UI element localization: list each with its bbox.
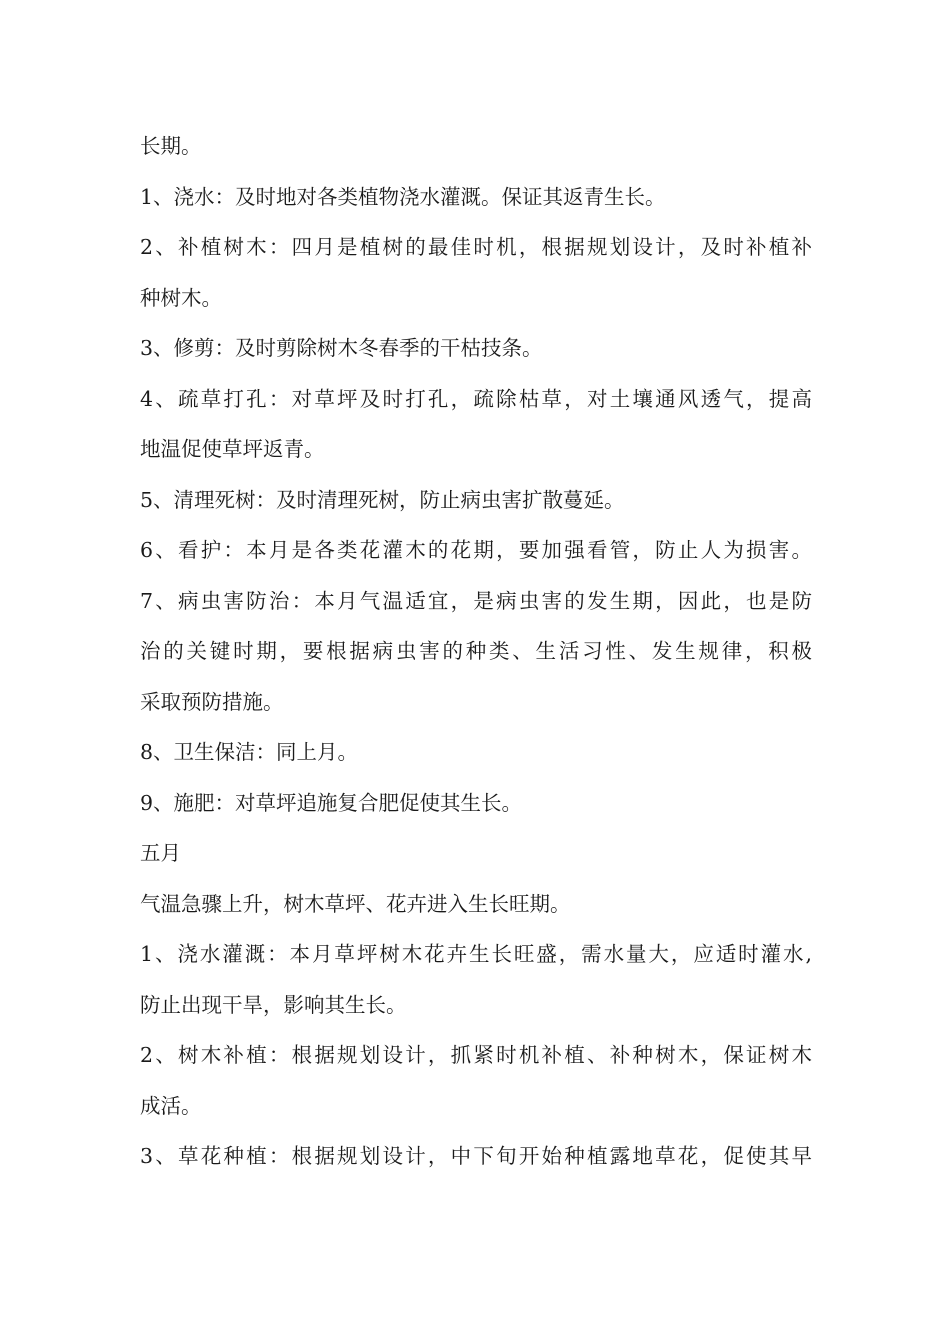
- text-line: 4、疏草打孔：对草坪及时打孔，疏除枯草，对土壤通风透气，提高: [140, 386, 812, 411]
- text-line: 3、草花种植：根据规划设计，中下旬开始种植露地草花，促使其早: [140, 1144, 812, 1168]
- text-line: 9、施肥：对草坪追施复合肥促使其生长。: [140, 790, 523, 815]
- text-line: 2、树木补植：根据规划设计，抓紧时机补植、补种树木，保证树木: [140, 1043, 812, 1067]
- text-line: 1、浇水灌溉：本月草坪树木花卉生长旺盛，需水量大，应适时灌水,: [140, 942, 812, 966]
- text-line: 防止出现干旱，影响其生长。: [140, 992, 407, 1017]
- section-heading: 五月: [140, 841, 181, 865]
- text-line: 5、清理死树：及时清理死树，防止病虫害扩散蔓延。: [140, 487, 625, 512]
- text-line: 7、病虫害防治：本月气温适宜，是病虫害的发生期，因此，也是防: [140, 588, 812, 613]
- text-line: 采取预防措施。: [140, 689, 284, 714]
- text-line: 2、补植树木：四月是植树的最佳时机，根据规划设计，及时补植补: [140, 235, 812, 259]
- text-line: 1、浇水：及时地对各类植物浇水灌溉。保证其返青生长。: [140, 184, 666, 209]
- text-line: 治的关键时期，要根据病虫害的种类、生活习性、发生规律，积极: [140, 639, 812, 663]
- text-line: 6、看护：本月是各类花灌木的花期，要加强看管，防止人为损害。: [140, 538, 812, 562]
- text-line: 地温促使草坪返青。: [140, 437, 325, 461]
- text-line: 8、卫生保洁：同上月。: [140, 740, 359, 764]
- text-line: 种树木。: [140, 285, 222, 310]
- text-line: 长期。: [140, 134, 202, 158]
- document-body: [140, 121, 812, 1182]
- text-line: 气温急骤上升，树木草坪、花卉进入生长旺期。: [140, 891, 571, 916]
- text-line: 3、修剪：及时剪除树木冬春季的干枯技条。: [140, 336, 543, 360]
- text-line: 成活。: [140, 1093, 202, 1118]
